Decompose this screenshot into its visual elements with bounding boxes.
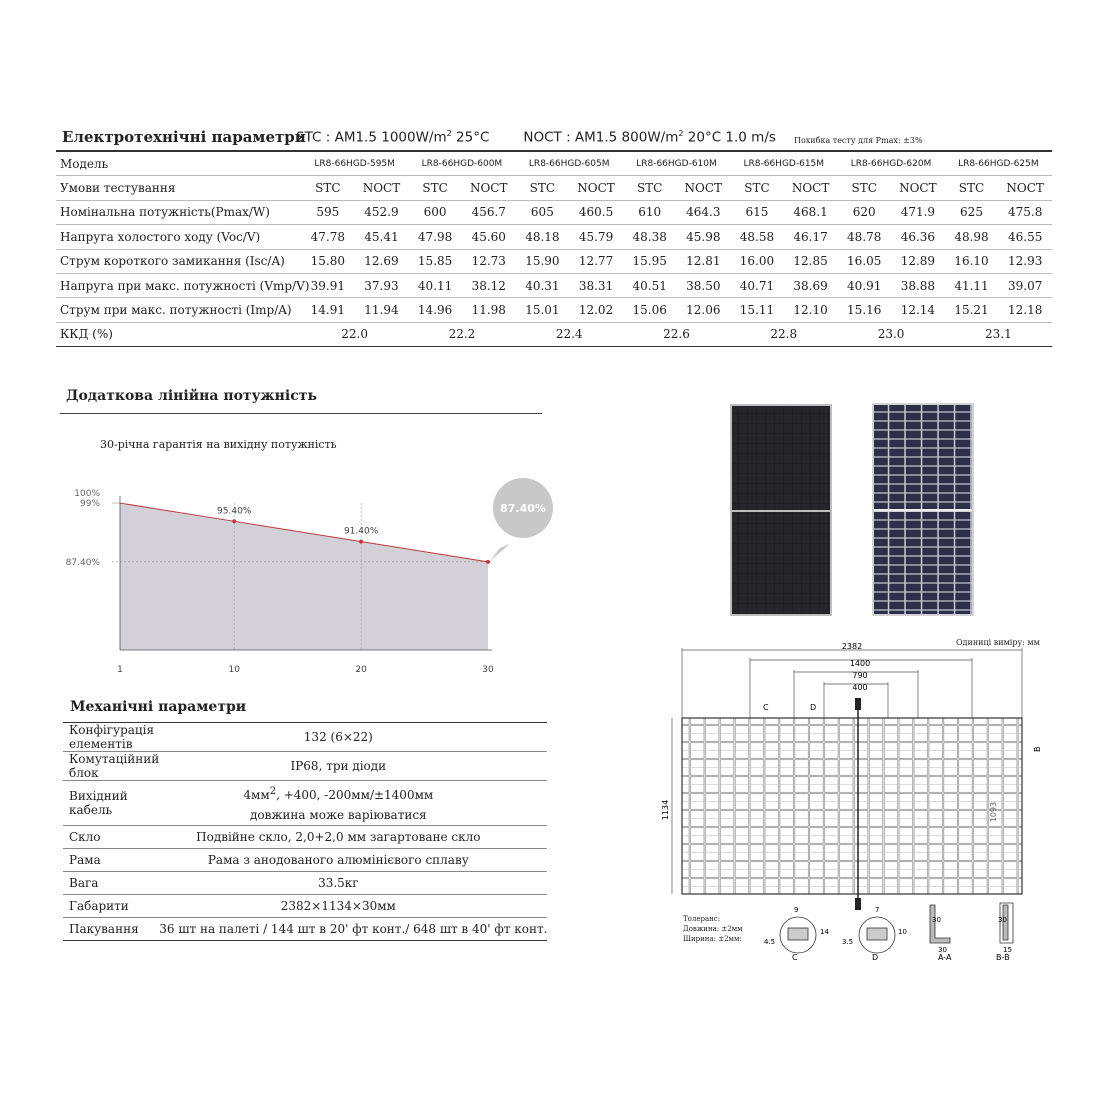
cell-value: 460.5 <box>569 200 623 224</box>
cell-value: 48.58 <box>730 225 784 249</box>
detail-num-14: 14 <box>820 928 829 936</box>
cell-value: 45.60 <box>462 225 516 249</box>
cell-value: NOCT <box>676 176 730 200</box>
y-tick-label: 100% <box>74 489 100 499</box>
noct-temp: 20°C 1.0 m/s <box>683 129 776 146</box>
cell-value: 16.05 <box>837 249 891 273</box>
cell-value: 48.18 <box>516 225 570 249</box>
cell-value: 45.41 <box>355 225 409 249</box>
electrical-row <box>56 176 1052 200</box>
mech-row <box>63 895 547 918</box>
detail-num-10: 10 <box>898 928 907 936</box>
cell-value: 468.1 <box>784 200 838 224</box>
mech-row <box>63 752 547 781</box>
mechanical-table <box>63 722 547 941</box>
tolerance-line: Ширина: ±2мм: <box>683 935 742 943</box>
cell-value: STC <box>516 176 570 200</box>
mech-value: 132 (6×22) <box>159 723 547 752</box>
dim-790: 790 <box>852 671 868 680</box>
cell-value: 38.12 <box>462 273 516 297</box>
row-label: Струм при макс. потужності (Imp/A) <box>56 298 301 322</box>
dim-400: 400 <box>852 683 868 692</box>
noct-sup: 2 <box>678 129 684 138</box>
detail-num-9: 9 <box>794 906 799 914</box>
cell-value: 40.71 <box>730 273 784 297</box>
cell-value: 12.69 <box>355 249 409 273</box>
cell-value: 40.31 <box>516 273 570 297</box>
cell-value: 12.14 <box>891 298 945 322</box>
cell-value: 23.1 <box>945 322 1052 346</box>
cell-value: LR8-66HGD-600M <box>408 151 515 176</box>
cell-value: STC <box>837 176 891 200</box>
cell-value: 38.50 <box>676 273 730 297</box>
dim-length: 2382 <box>841 642 863 651</box>
cell-value: LR8-66HGD-615M <box>730 151 837 176</box>
cell-value: LR8-66HGD-595M <box>301 151 408 176</box>
stc-temp: 25°C <box>451 129 490 146</box>
cell-value: 40.91 <box>837 273 891 297</box>
cell-value: 14.91 <box>301 298 355 322</box>
cell-value: 12.02 <box>569 298 623 322</box>
tolerance-line: Толеранс: <box>683 915 721 923</box>
cell-value: 46.17 <box>784 225 838 249</box>
detail-bb: B-B <box>996 953 1010 962</box>
mech-value: 36 шт на палеті / 144 шт в 20' фт конт./ 648 шт в 40' фт конт. <box>159 918 547 941</box>
callout-label: 87.40% <box>500 502 546 515</box>
cell-value: 46.55 <box>998 225 1052 249</box>
detail-num-7: 7 <box>875 906 880 914</box>
electrical-row <box>56 249 1052 273</box>
panel-back-image <box>872 403 974 616</box>
cell-value: 15.90 <box>516 249 570 273</box>
electrical-table <box>56 150 1052 347</box>
cell-value: 15.85 <box>408 249 462 273</box>
electrical-row <box>56 200 1052 224</box>
cell-value: 464.3 <box>676 200 730 224</box>
cell-value: 38.69 <box>784 273 838 297</box>
cell-value: 11.98 <box>462 298 516 322</box>
cell-value: 456.7 <box>462 200 516 224</box>
cell-value: 12.06 <box>676 298 730 322</box>
mechanical-title: Механічні параметри <box>70 699 247 715</box>
stc-sup: 2 <box>446 129 452 138</box>
cell-value: STC <box>945 176 999 200</box>
cell-value: 39.91 <box>301 273 355 297</box>
mech-key: Конфігурація елементів <box>63 723 159 752</box>
cell-value: 625 <box>945 200 999 224</box>
electrical-row <box>56 273 1052 297</box>
mech-row <box>63 723 547 752</box>
cell-value: NOCT <box>569 176 623 200</box>
mech-value: 2382×1134×30мм <box>159 895 547 918</box>
cable-value: 4мм <box>243 787 270 802</box>
cell-value: 620 <box>837 200 891 224</box>
cell-value: 45.98 <box>676 225 730 249</box>
cell-value: LR8-66HGD-620M <box>837 151 944 176</box>
data-label: 95.40% <box>217 506 252 517</box>
mech-value <box>159 781 547 826</box>
cell-value: NOCT <box>355 176 409 200</box>
cell-value: 45.79 <box>569 225 623 249</box>
cable-value-rest: , +400, -200мм/±1400мм <box>276 787 434 802</box>
detail-num-30c: 30 <box>998 916 1007 924</box>
tolerance-note: Похибка тесту для Pmax: ±3% <box>794 136 923 145</box>
mech-key: Вага <box>63 872 159 895</box>
cell-value: 16.00 <box>730 249 784 273</box>
test-conditions <box>296 129 776 146</box>
cell-value: LR8-66HGD-610M <box>623 151 730 176</box>
noct-conditions: NOCT : AM1.5 800W/m <box>523 129 679 146</box>
cell-value: STC <box>408 176 462 200</box>
dim-inner: 1093 <box>989 801 998 823</box>
marker-b: B <box>1033 746 1042 752</box>
data-point <box>486 560 490 564</box>
x-tick-label: 30 <box>482 665 494 675</box>
cell-value: LR8-66HGD-625M <box>945 151 1052 176</box>
cell-value: 15.01 <box>516 298 570 322</box>
mech-row <box>63 826 547 849</box>
dim-1400: 1400 <box>849 659 871 668</box>
cell-value: 12.85 <box>784 249 838 273</box>
cell-value: 15.11 <box>730 298 784 322</box>
mech-row <box>63 872 547 895</box>
mech-key: Рама <box>63 849 159 872</box>
warranty-area <box>120 503 488 650</box>
panel-front-image <box>730 404 832 616</box>
mech-row <box>63 781 547 826</box>
y-tick-label: 99% <box>79 499 100 510</box>
panel-outline <box>682 718 1022 894</box>
cell-value: NOCT <box>998 176 1052 200</box>
cell-value: 12.73 <box>462 249 516 273</box>
cell-value: 12.81 <box>676 249 730 273</box>
cell-value: STC <box>623 176 677 200</box>
data-point <box>232 519 236 523</box>
cell-value: 46.36 <box>891 225 945 249</box>
cell-value: 22.4 <box>516 322 623 346</box>
cell-value: 471.9 <box>891 200 945 224</box>
cell-value: 48.38 <box>623 225 677 249</box>
row-label: Напруга холостого ходу (Voc/V) <box>56 225 301 249</box>
electrical-row <box>56 151 1052 176</box>
cell-value: 47.98 <box>408 225 462 249</box>
cell-value: 12.18 <box>998 298 1052 322</box>
cell-value: 41.11 <box>945 273 999 297</box>
cell-value: 16.10 <box>945 249 999 273</box>
mech-key: Скло <box>63 826 159 849</box>
tolerance-line: Довжина: ±2мм <box>683 925 743 933</box>
stc-conditions: STC : AM1.5 1000W/m <box>296 129 447 146</box>
row-label: Струм короткого замикання (Isc/A) <box>56 249 301 273</box>
cell-value: 12.93 <box>998 249 1052 273</box>
cell-value: 15.16 <box>837 298 891 322</box>
cell-value: 22.6 <box>623 322 730 346</box>
mech-key: Вихідний кабель <box>63 781 159 826</box>
electrical-row <box>56 322 1052 346</box>
cell-value: 595 <box>301 200 355 224</box>
row-label: Номінальна потужність(Pmax/W) <box>56 200 301 224</box>
cell-value: 15.21 <box>945 298 999 322</box>
detail-c: C <box>792 953 798 962</box>
cell-value: 11.94 <box>355 298 409 322</box>
cell-value: 38.88 <box>891 273 945 297</box>
cell-value: 22.0 <box>301 322 408 346</box>
cell-value: 40.51 <box>623 273 677 297</box>
cell-value: 605 <box>516 200 570 224</box>
x-tick-label: 20 <box>355 665 367 675</box>
mech-key: Габарити <box>63 895 159 918</box>
detail-aa: A-A <box>938 953 952 962</box>
cell-value: 37.93 <box>355 273 409 297</box>
warranty-subtitle: 30-річна гарантія на вихідну потужність <box>100 438 337 451</box>
cell-value: NOCT <box>891 176 945 200</box>
row-label: Напруга при макс. потужності (Vmp/V) <box>56 273 301 297</box>
cell-value: 38.31 <box>569 273 623 297</box>
cell-value: 15.80 <box>301 249 355 273</box>
x-tick-label: 1 <box>117 665 123 675</box>
detail-num-45: 4.5 <box>764 938 776 946</box>
detail-num-30b: 30 <box>938 946 947 954</box>
cell-value: STC <box>301 176 355 200</box>
marker-d: D <box>810 703 817 712</box>
cell-value: 14.96 <box>408 298 462 322</box>
row-label: Умови тестування <box>56 176 301 200</box>
cell-value: 615 <box>730 200 784 224</box>
cell-value: NOCT <box>784 176 838 200</box>
cell-value: 12.10 <box>784 298 838 322</box>
electrical-row <box>56 225 1052 249</box>
cell-value: 48.98 <box>945 225 999 249</box>
electrical-title: Електротехнічні параметри <box>62 128 306 146</box>
cell-value: 40.11 <box>408 273 462 297</box>
cell-value: 23.0 <box>837 322 944 346</box>
cable-note: довжина може варіюватися <box>250 807 427 822</box>
cell-value: 22.8 <box>730 322 837 346</box>
x-tick-label: 10 <box>228 665 240 675</box>
mech-value: 33.5кг <box>159 872 547 895</box>
cell-value: 610 <box>623 200 677 224</box>
cell-value: 22.2 <box>408 322 515 346</box>
cell-value: 12.77 <box>569 249 623 273</box>
mech-row <box>63 849 547 872</box>
cell-value: LR8-66HGD-605M <box>516 151 623 176</box>
cell-value: 47.78 <box>301 225 355 249</box>
callout-tail <box>490 544 510 561</box>
cell-value: 15.95 <box>623 249 677 273</box>
cell-value: 12.89 <box>891 249 945 273</box>
mech-key: Пакування <box>63 918 159 941</box>
mech-key: Комутаційний блок <box>63 752 159 781</box>
cell-value: 452.9 <box>355 200 409 224</box>
mech-value: Рама з анодованого алюмінієвого сплаву <box>159 849 547 872</box>
row-label: Модель <box>56 151 301 176</box>
data-point <box>359 540 363 544</box>
data-label: 91.40% <box>343 526 379 537</box>
detail-d: D <box>872 953 879 962</box>
drawing-tolerance <box>683 914 743 944</box>
cable-sup: 2 <box>269 785 277 797</box>
cell-value: NOCT <box>462 176 516 200</box>
cell-value: 48.78 <box>837 225 891 249</box>
cell-value: 39.07 <box>998 273 1052 297</box>
units-label: Одиниці виміру: мм <box>956 638 1040 647</box>
electrical-row <box>56 298 1052 322</box>
y-tick-label: 87.40% <box>65 557 100 568</box>
cell-value: STC <box>730 176 784 200</box>
mech-row <box>63 918 547 941</box>
mech-value: IP68, три діоди <box>159 752 547 781</box>
detail-num-15: 15 <box>1003 946 1012 954</box>
detail-num-30a: 30 <box>932 916 941 924</box>
cell-value: 600 <box>408 200 462 224</box>
row-label: ККД (%) <box>56 322 301 346</box>
marker-c: C <box>763 703 769 712</box>
cell-value: 15.06 <box>623 298 677 322</box>
warranty-title: Додаткова лінійна потужність <box>66 388 317 404</box>
cell-value: 475.8 <box>998 200 1052 224</box>
dim-width: 1134 <box>661 799 670 821</box>
warranty-divider <box>60 413 542 414</box>
mech-value: Подвійне скло, 2,0+2,0 мм загартоване скло <box>159 826 547 849</box>
detail-num-35: 3.5 <box>842 938 854 946</box>
warranty-chart <box>60 478 560 678</box>
